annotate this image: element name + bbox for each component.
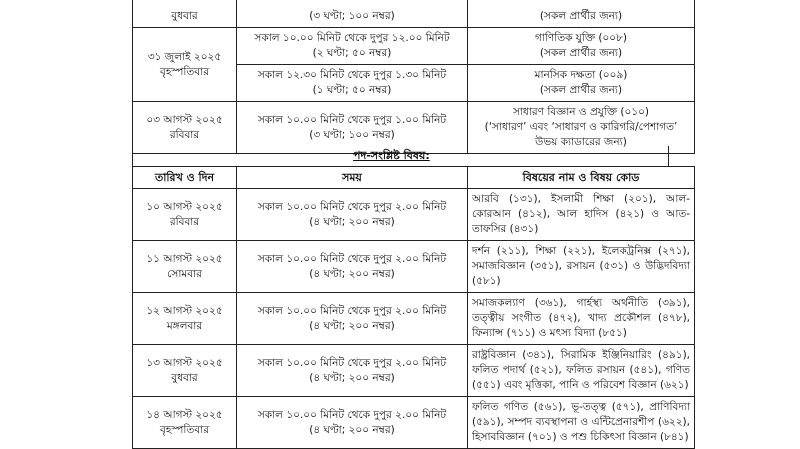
- day-text: মঙ্গলবার: [166, 319, 203, 332]
- time-text: সকাল ১০.০০ মিনিট থেকে দুপুর ২.০০ মিনিট: [257, 252, 447, 265]
- time-text: সকাল ১০.০০ মিনিট থেকে দুপুর ২.০০ মিনিট: [257, 356, 447, 369]
- day-text: বুধবার: [171, 371, 198, 384]
- marks-text: (৪ ঘণ্টা; ২০০ নম্বর): [309, 319, 395, 332]
- time-text: সকাল ১০.০০ মিনিট থেকে দুপুর ১.০০ মিনিট: [257, 113, 447, 126]
- section-title: [132, 146, 669, 166]
- table-row: [133, 189, 695, 241]
- marks-text: (৪ ঘণ্টা; ২০০ নম্বর): [309, 215, 395, 228]
- time-cell: [237, 397, 468, 449]
- marks-text: (২ ঘণ্টা; ৫০ নম্বর): [312, 47, 392, 59]
- subject-cell: দর্শন (২১১), শিক্ষা (২২১), ইলেকট্রনিক্স (২৭১), সমাজবিজ্ঞান (৩৫১), রসায়ন (৫৩১) ও উদ্ভিদবিদ্যা (৫৮১): [468, 241, 695, 293]
- subject-cell: [468, 0, 695, 28]
- marks-text: (১ ঘণ্টা; ৫০ নম্বর): [312, 84, 392, 96]
- subject-text: গাণিতিক যুক্তি (০০৮): [534, 32, 628, 44]
- subject-cell: আরবি (১৩১), ইসলামী শিক্ষা (২০১), আল-কোরআন (৪১২), আল হাদিস (৪২১) ও আত-তাফসির (৪৩১): [468, 189, 695, 241]
- date-text: ১২ আগস্ট ২০২৫: [146, 304, 223, 317]
- day-text: সোমবার: [167, 267, 202, 280]
- subject-schedule-table: [132, 166, 695, 449]
- subject-text: মানসিক দক্ষতা (০০৯): [534, 69, 628, 81]
- day-text: বৃহস্পতিবার: [160, 65, 209, 78]
- subject-note: (সকল প্রার্থীর জন্য): [539, 47, 623, 59]
- marks-text: (৪ ঘণ্টা; ২০০ নম্বর): [309, 371, 395, 384]
- time-cell: [237, 241, 468, 293]
- subject-note: (সকল প্রার্থীর জন্য): [539, 10, 623, 22]
- date-cell: [133, 189, 237, 241]
- time-cell: [237, 345, 468, 397]
- marks-text: (৪ ঘণ্টা; ২০০ নম্বর): [309, 423, 395, 436]
- header-time: সময়: [237, 167, 468, 189]
- subject-note: (সকল প্রার্থীর জন্য): [539, 84, 623, 96]
- time-cell: [237, 28, 468, 102]
- date-text: ১৪ আগস্ট ২০২৫: [146, 408, 223, 421]
- date-text: ১০ আগস্ট ২০২৫: [146, 200, 223, 213]
- table-row: [133, 0, 695, 28]
- subject-text: সাধারণ বিজ্ঞান ও প্রযুক্তি (০১০): [512, 106, 650, 118]
- day-text: রবিবার: [169, 215, 200, 228]
- date-cell: [133, 345, 237, 397]
- subject-note: (‘সাধারণ’ এবং ‘সাধারণ ও কারিগরি/পেশাগত’ উভয় ক্যাডারের জন্য): [484, 121, 678, 148]
- marks-text: (৪ ঘণ্টা; ২০০ নম্বর): [309, 267, 395, 280]
- marks-text: (৩ ঘণ্টা; ১০০ নম্বর): [309, 10, 395, 22]
- day-text: রবিবার: [169, 128, 200, 141]
- date-cell: [133, 28, 237, 102]
- date-text: ১৩ আগস্ট ২০২৫: [146, 356, 223, 369]
- table-row: [133, 293, 695, 345]
- marks-text: (৩ ঘণ্টা; ১০০ নম্বর): [309, 128, 395, 141]
- header-date: তারিখ ও দিন: [133, 167, 237, 189]
- date-text: ০৩ আগস্ট ২০২৫: [146, 113, 223, 126]
- date-text: ৩১ জুলাই ২০২৫: [147, 50, 222, 63]
- subject-cell: ফলিত গণিত (৫৬১), ভূ-তত্ত্ব (৫৭১), প্রাণিবিদ্যা (৫৯১), সম্পদ ব্যবস্থাপনা ও এন্টিপ্রেনারশীপ (৬২২), হিসাববিজ্ঞান (৭০১) ও পশু চিকিৎসা বিজ্ঞান (৮৪১): [468, 397, 695, 449]
- date-cell: [133, 0, 237, 28]
- day-text: বৃহস্পতিবার: [160, 423, 209, 436]
- date-cell: [133, 397, 237, 449]
- time-text: সকাল ১০.০০ মিনিট থেকে দুপুর ২.০০ মিনিট: [257, 304, 447, 317]
- table-row: [133, 241, 695, 293]
- subject-cell: রাষ্ট্রবিজ্ঞান (৩৪১), সিরামিক ইঞ্জিনিয়ারিং (৪৯১), ফলিত পদার্থ (৫২১), ফলিত রসায়ন (৫৪১), গণিত (৫৫১) এবং মৃত্তিকা, পানি ও পরিবেশ বিজ্ঞান (৬২১): [468, 345, 695, 397]
- subject-cell: সমাজকল্যাণ (৩৬১), গার্হস্থ্য অর্থনীতি (৩৯১), তত্ত্বীয় সংগীত (৪৭২), খাদ্য প্রকৌশল (৪৭৮), ফিন্যান্স (৭১১) ও মৎস্য বিদ্যা (৮৫১): [468, 293, 695, 345]
- time-text: সকাল ১০.০০ মিনিট থেকে দুপুর ১২.০০ মিনিট: [254, 32, 450, 44]
- header-subject: বিষয়ের নাম ও বিষয় কোড: [468, 167, 695, 189]
- section-title-text: পদ-সংশ্লিষ্ট বিষয়:: [353, 149, 430, 162]
- date-cell: [133, 293, 237, 345]
- time-cell: [237, 293, 468, 345]
- date-cell: [133, 241, 237, 293]
- time-cell: [237, 189, 468, 241]
- table-row: [133, 28, 695, 102]
- general-schedule-table: [132, 0, 695, 154]
- time-text: সকাল ১০.০০ মিনিট থেকে দুপুর ২.০০ মিনিট: [257, 408, 447, 421]
- day-text: বুধবার: [171, 10, 198, 22]
- table-row: [133, 397, 695, 449]
- time-text: সকাল ১০.০০ মিনিট থেকে দুপুর ২.০০ মিনিট: [257, 200, 447, 213]
- time-cell: [237, 0, 468, 28]
- time-text: সকাল ১২.৩০ মিনিট থেকে দুপুর ১.৩০ মিনিট: [257, 69, 447, 81]
- table-header-row: [133, 167, 695, 189]
- subject-cell: [468, 28, 695, 102]
- date-text: ১১ আগস্ট ২০২৫: [146, 252, 223, 265]
- table-row: [133, 345, 695, 397]
